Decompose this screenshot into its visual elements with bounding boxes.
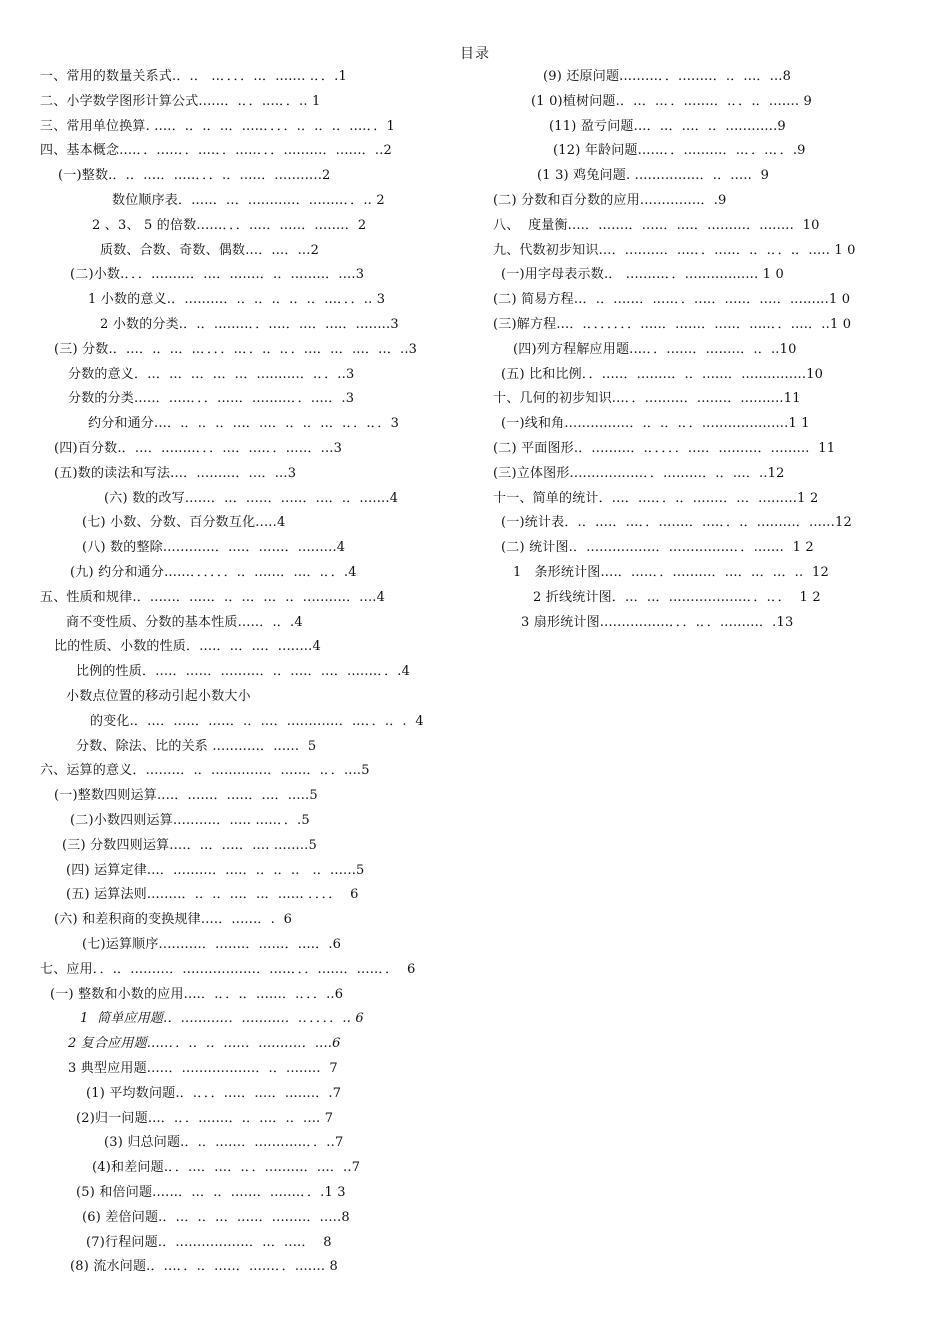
toc-entry: 约分和通分...．.．.．.．...．...．.．.．..．.．．.．．3 (88, 416, 400, 432)
toc-entry: 分数的意义．..．..．..．..．..．..........．.．．..3 (68, 366, 355, 382)
toc-entry: (六) 和差积商的变换规律....．......．. 6 (54, 912, 293, 928)
toc-entry: (三) 分数四则运算....．..．....．.... ........5 (62, 837, 317, 853)
toc-entry: (11) 盈亏问题...．..．...．.．............9 (549, 118, 786, 134)
toc-entry: 商不变性质、分数的基本性质.....．.．.4 (66, 614, 303, 630)
toc-entry: 比的性质、小数的性质．....．..．...．........4 (54, 639, 321, 655)
toc-entry: (三) 分数.．...．.．..．..．．．．..．．.．.．．...．..．...．..．..3 (54, 341, 418, 357)
toc-entry: (二) 统计图.．................．...............．．....... 1 2 (501, 540, 814, 556)
toc-entry: (七)运算顺序..........．.......．......．....．.6 (82, 937, 342, 952)
toc-entry: (二) 分数和百分数的应用..............．.9 (493, 193, 727, 208)
toc-entry: (5) 和倍问题......．..．.．......．.......．．.1 3 (76, 1185, 346, 1200)
toc-entry: 数位顺序表．.....．..．...........．........．．.. 2 (112, 193, 385, 208)
toc-entry: (二) 平面图形.．.........．.．．．．．....．.........．......... 11 (493, 441, 836, 456)
toc-entry: (五) 运算法则........．.．.．...．..．...... ．．．． 6 (66, 887, 359, 903)
toc-entry: 1 条形统计图....．.....．．.........．...．..．..．.. 12 (513, 565, 829, 580)
toc-entry: (2)归一问题...．.．．.......．.．...．.．.... 7 (76, 1110, 334, 1126)
toc-entry: 二、小学数学图形计算公式......．.．．....．．.. 1 (40, 93, 321, 109)
toc-entry: (五)数的读法和写法...．.........．...．...3 (54, 465, 297, 481)
toc-entry: (一)用字母表示数.． .........．．................. 1 0 (501, 267, 784, 283)
toc-entry: (12) 年龄问题......．．.........．..．．..．．.9 (553, 143, 806, 159)
toc-entry: (3) 归总问题.．.．......．............．．..7 (104, 1135, 344, 1151)
toc-entry: (四)列方程解应用题....．．......．........．.．..10 (513, 341, 797, 357)
toc-entry: (三)立体图形.................．．.........．.．...．..12 (493, 465, 785, 481)
toc-entry: (二) 简易方程..．.．......．.....．．....．.....．....．.........1 0 (493, 292, 851, 308)
toc-entry: 九、代数初步知识...．.........．....．．.....．.．.．．.．..... 1 0 (493, 242, 856, 258)
toc-entry: 分数、除法、比的关系 ...........．...... 5 (76, 738, 317, 754)
toc-entry: (一)整数.．.．....．.....．．．.．.....．...........2 (58, 168, 331, 184)
toc-entry: 八、 度量衡....．.......．.....．....．.........．........ 10 (493, 217, 820, 233)
toc-entry: 十、几何的初步知识...．．.........．.......．..........11 (493, 391, 801, 407)
toc-entry: (九) 约分和通分......．．．．．．.．......．...．.．．.4 (70, 565, 357, 580)
toc-entry: (1 0)植树问题.．..．..．．.......．.．．.．....... 9 (531, 93, 813, 109)
page-title: 目录 (460, 46, 490, 62)
toc-entry: (二)小数.．．．.........．...．.......．.．........．....3 (70, 267, 365, 283)
toc-entry: (六) 数的改写......．..．.....．.....．...．.．.......4 (104, 490, 399, 506)
toc-entry: 质数、合数、奇数、偶数...．...．...2 (100, 242, 320, 258)
toc-entry: (一)线和角...............．.．.．.．．....................1 1 (501, 416, 810, 432)
toc-entry: 比例的性质．....．.....．.........．.．....．...．.......．．.4 (76, 664, 411, 680)
toc-entry: (一)整数四则运算....．......．.....．...．.....5 (54, 788, 318, 804)
toc-entry: 十一、简单的统计．...．....．．.．.......．..．.........1 2 (493, 490, 819, 506)
toc-entry: (6) 差倍问题.．..．.．..．.....．........．.....8 (82, 1209, 350, 1225)
toc-entry: (9) 还原问题.........．．........．.．...．...8 (543, 69, 792, 84)
toc-entry: 1 小数的意义.．.........．.．.．.．.．.．...．．．.. 3 (88, 292, 386, 308)
toc-entry: (1) 平均数问题.．.．．．....．....．.......．.7 (86, 1085, 342, 1101)
toc-entry: (四)百分数.．...．........．．．...．....．．.....．...3 (54, 441, 343, 456)
toc-entry: (三)解方程...．.．．．．．．．.....．......．.....．.....．．....．..1 0 (493, 317, 852, 332)
toc-entry: (一)统计表．.．....．...．．.......．....．．.．.........．......12 (501, 515, 852, 531)
toc-entry: 分数的分类.....．.....．．．.....．.........．．....．.3 (68, 391, 355, 407)
toc-entry: (8) 流水问题.．...．．.．.....．......．．....... 8 (70, 1259, 338, 1275)
toc-entry: 的变化.．...．.....．.....．.．...．............．...．．.．. 4 (90, 713, 424, 729)
toc-entry: 2 复合应用题.....．．.．.．.....．..........．....6 (68, 1036, 341, 1052)
toc-entry: (1 3) 鸡兔问题. ...............．.．..... 9 (537, 168, 770, 184)
toc-entry: (7)行程问题.．.................．..．....． 8 (86, 1234, 332, 1250)
toc-entry: 四、基本概念....．．.....．．....．．.....．．．.........．......．..2 (40, 143, 393, 159)
toc-entry: 3 典型应用题.....．.................．.．........ 7 (68, 1061, 338, 1076)
toc-entry: 小数点位置的移动引起小数大小 (66, 689, 251, 704)
toc-entry: (八) 数的整除............．....．......．.........4 (82, 540, 346, 556)
toc-entry: 3 扇形统计图................．．．.．．.........．.13 (521, 614, 794, 630)
toc-entry: 2 、3、 5 的倍数......．．．....．.....．.......．2 (92, 217, 367, 233)
toc-entry: 一、常用的数量关系式.．.． ..．．．．..．....... .．．.1 (40, 69, 347, 84)
toc-entry: (4)和差问题.．．...．...．.．．.........．...．..7 (92, 1160, 361, 1176)
toc-entry: (五) 比和比例．．.....．........．.．......．...............10 (501, 366, 824, 382)
toc-entry: 2 折线统计图．..．..．..................．．.．． 1 2 (533, 589, 821, 605)
toc-entry: (七) 小数、分数、百分数互化.....4 (82, 515, 286, 531)
toc-entry: (二)小数四则运算..........．..... .....．．.5 (70, 813, 310, 828)
toc-entry: 1 简单应用题.．...........．..........．.．．．．．.. 6 (80, 1011, 364, 1027)
toc-entry: (四) 运算定律...．.........．....．.．.．.. .．......5 (66, 862, 365, 878)
toc-entry: 七、应用．．.．.........．.................．.....．．．......．.....．． 6 (40, 961, 416, 977)
toc-entry: 六、运算的意义．........．.．.............．......．.．．....5 (40, 763, 370, 779)
toc-entry: (一) 整数和小数的应用....．.．．.．......．.．．．..6 (50, 986, 344, 1002)
toc-entry: 五、性质和规律.．......．.....．.．..．..．.．..........．....4 (40, 589, 386, 605)
toc-entry: 2 小数的分类.．.．........．．....．...．....．........3 (100, 317, 399, 332)
toc-entry: 三、常用单位换算. ....．.．.．..．.....．．．．.．.．.．....．．1 (40, 118, 395, 134)
